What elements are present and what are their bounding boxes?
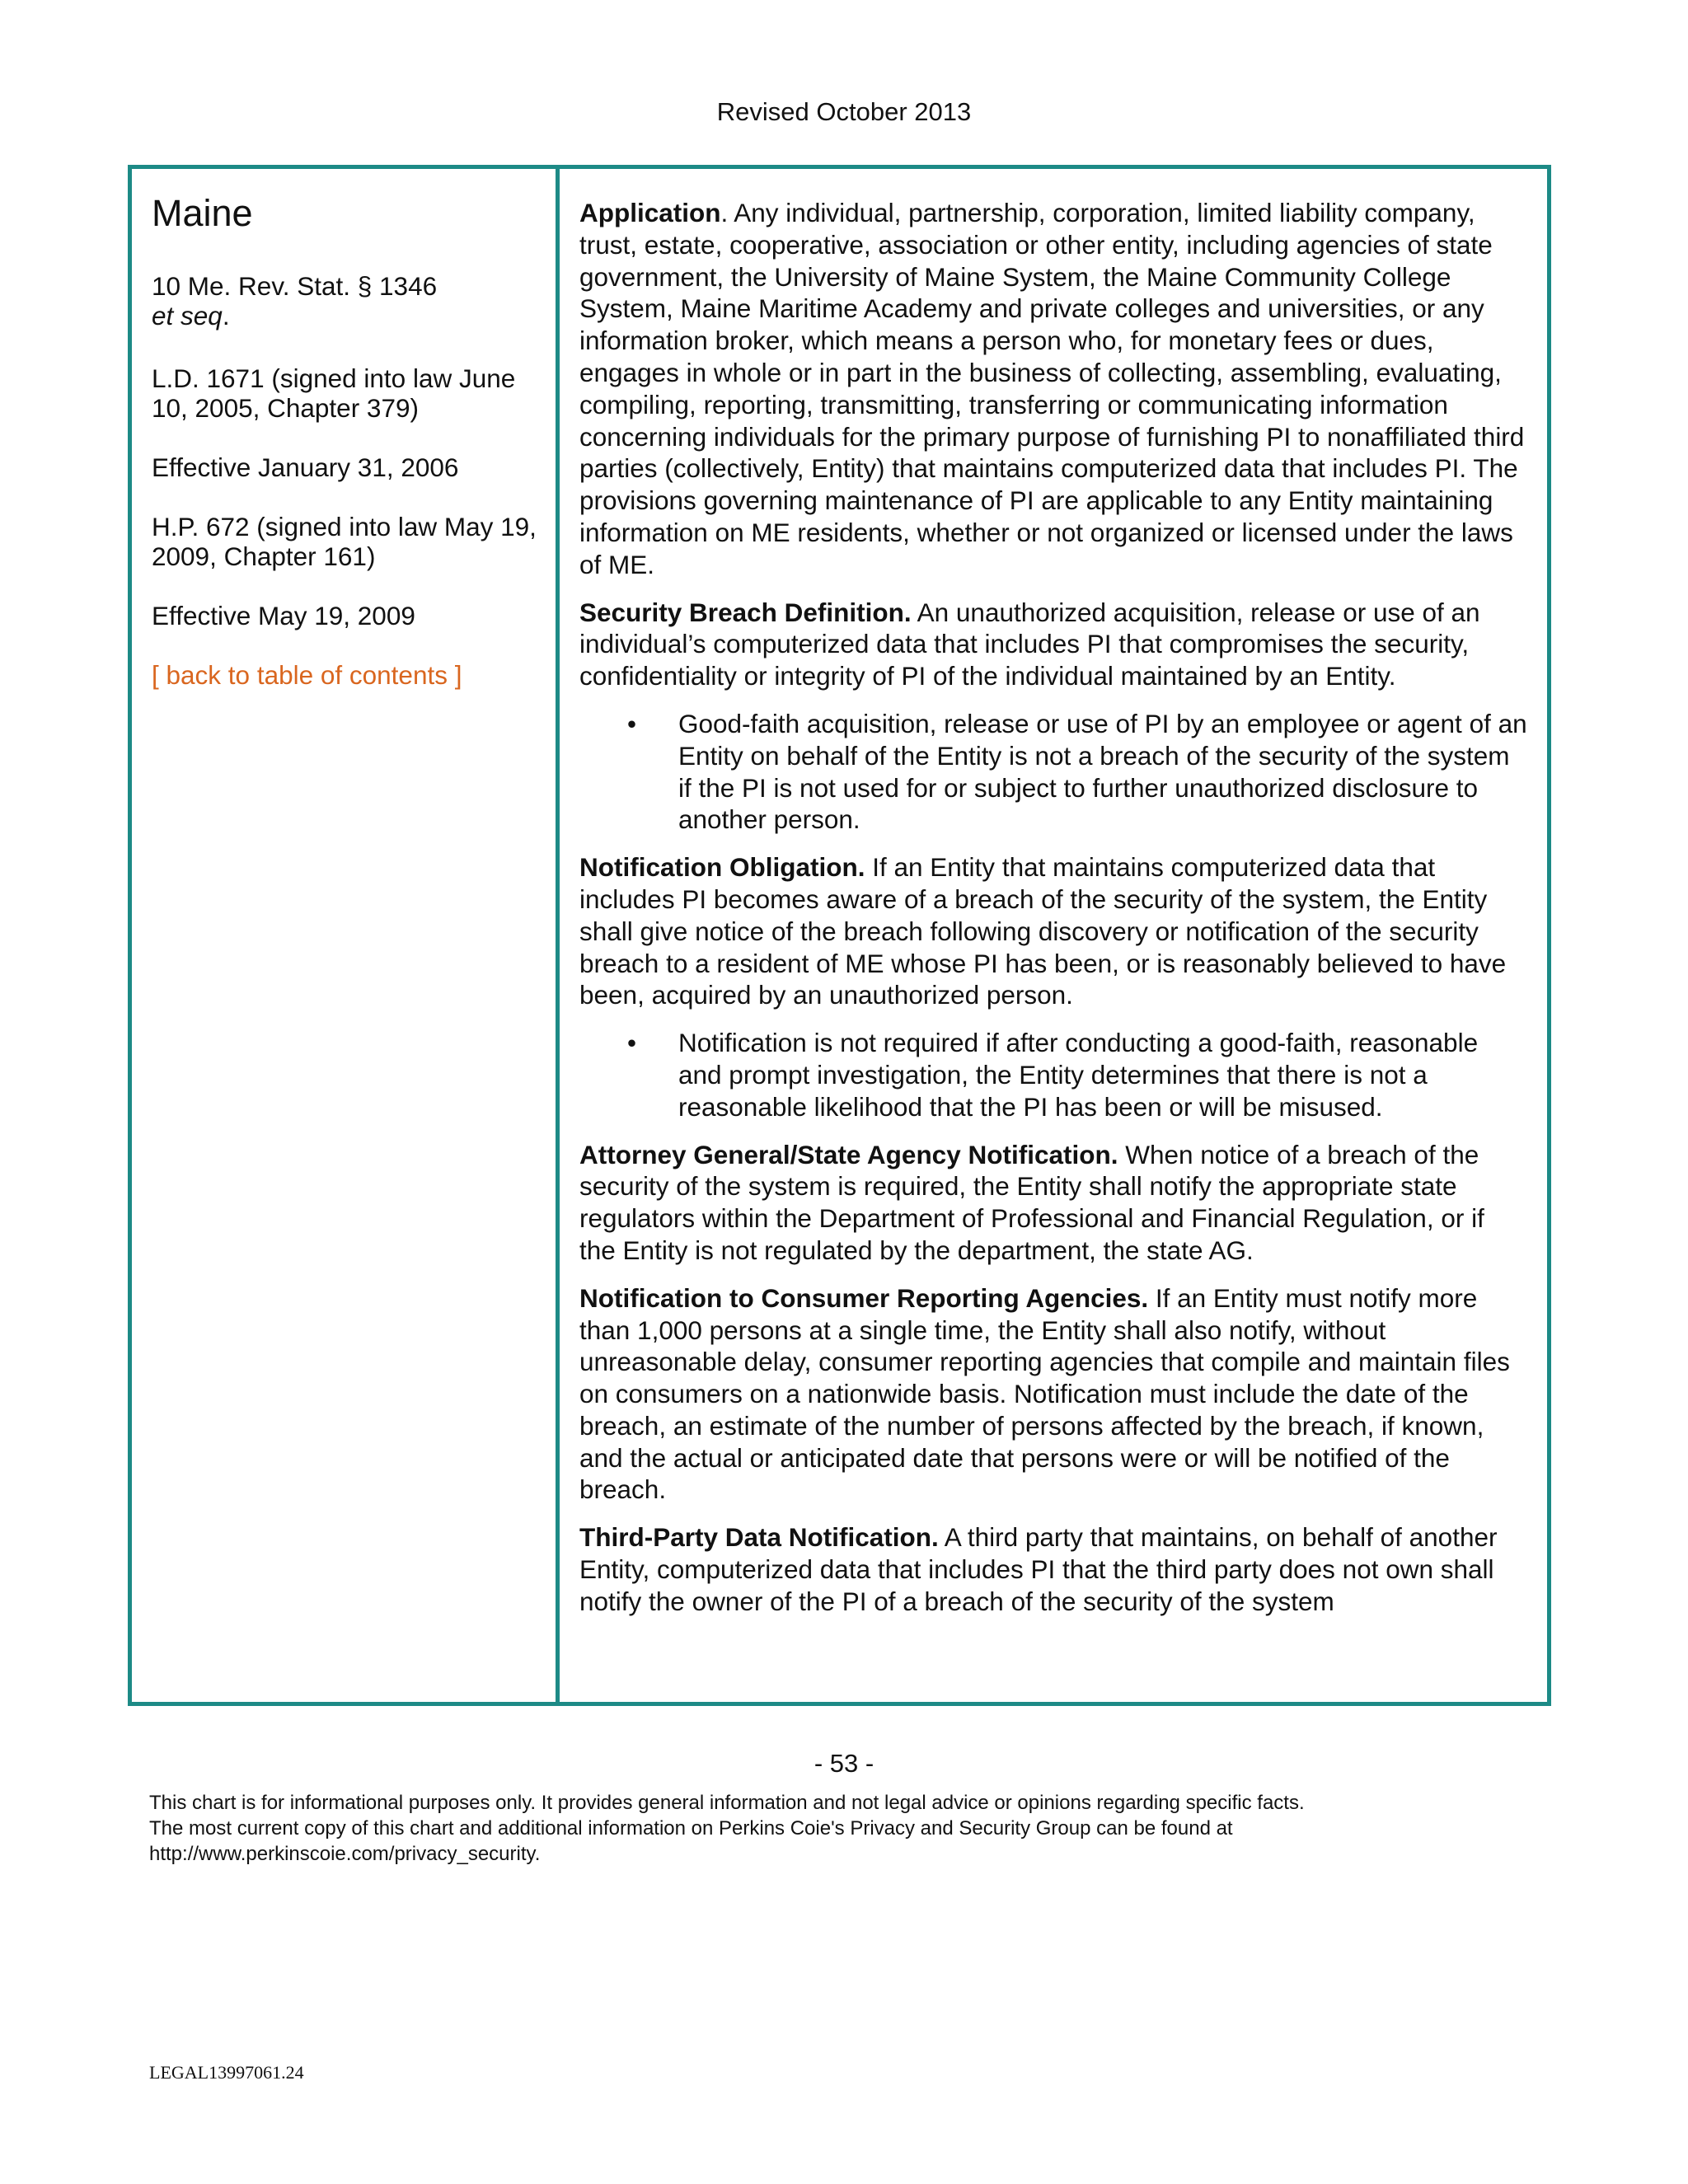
disclaimer-line: This chart is for informational purposes only. It provides general information and not legal advice or opinions regarding specific facts.: [149, 1792, 1305, 1814]
law-details-column: [560, 169, 1547, 1702]
ld-citation: L.D. 1671 (signed into law June 10, 2005, Chapter 379): [152, 363, 516, 423]
section-third-party-notification: Third-Party Data Notification. A third party that maintains, on behalf of another Entity, computerized data that includes PI that the third party does not own shall notify the owner of the PI of a breach of the security of the system: [579, 1522, 1498, 1616]
state-info-column: [132, 169, 560, 1702]
breach-bullet-list: [579, 708, 1527, 836]
notification-bullet-list: [579, 1027, 1527, 1122]
section-notification-obligation: Notification Obligation. If an Entity that maintains computerized data that includes PI becomes aware of a breach of the security of the system, the Entity shall give notice of the breach following discovery or notification of the security breach to a resident of ME whose PI has been, or is reasonably believed to have been, acquired by an unauthorized person.: [579, 852, 1507, 1010]
cra-heading: Notification to Consumer Reporting Agencies.: [579, 1282, 1149, 1313]
list-item: • Good-faith acquisition, release or use of PI by an employee or agent of an Entity on behalf of the Entity is not a breach of the security of the system if the PI is not used for or subject to further unauthorized disclosure to another person.: [678, 708, 1527, 836]
hp-citation: H.P. 672 (signed into law May 19, 2009, Chapter 161): [152, 512, 537, 571]
ag-heading: Attorney General/State Agency Notification.: [579, 1139, 1118, 1169]
page-number: - 53 -: [814, 1749, 874, 1778]
citation-et-seq: et seq: [152, 301, 223, 330]
third-party-heading: Third-Party Data Notification.: [579, 1522, 939, 1553]
section-cra-notification: Notification to Consumer Reporting Agencies. If an Entity must notify more than 1,000 persons at a single time, the Entity shall also notify, without unreasonable delay, consumer reporting agencies that compile and maintain files on consumers on a nationwide basis. Notification must include the date of the breach, an estimate of the number of persons affected by the breach, if known, and the actual or anticipated date that persons were or will be notified of the breach.: [579, 1282, 1510, 1505]
application-heading: Application: [579, 198, 721, 227]
document-id: LEGAL13997061.24: [149, 2062, 304, 2083]
state-name: Maine: [152, 192, 253, 234]
revised-date: Revised October 2013: [716, 97, 972, 126]
list-item: • Notification is not required if after conducting a good-faith, reasonable and prompt investigation, the Entity determines that there is not a reasonable likelihood that the PI has been or will be misused.: [678, 1027, 1527, 1122]
effective-date-1: Effective January 31, 2006: [152, 452, 459, 482]
notification-heading: Notification Obligation.: [579, 852, 865, 883]
section-application: Application. Any individual, partnership, corporation, limited liability company, trust, estate, cooperative, association or other entity, including agencies of state government, the University of Maine System, the Maine Community College System, Maine Maritime Academy and private colleges and universities, or any information broker, which means a person who, for monetary fees or dues, engages in whole or in part in the business of collecting, assembling, evaluating, compiling, reporting, transmitting, transferring or communicating information concerning individuals for the primary purpose of furnishing PI to nonaffiliated third parties (collectively, Entity) that maintains computerized data that includes PI. The provisions governing maintenance of PI are applicable to any Entity maintaining information on ME residents, whether or not organized or licensed under the laws of ME.: [579, 198, 1525, 579]
state-law-table: [128, 165, 1551, 1706]
disclaimer-url: http://www.perkinscoie.com/privacy_security.: [149, 1843, 541, 1865]
breach-heading: Security Breach Definition.: [579, 597, 912, 627]
section-ag-notification: Attorney General/State Agency Notification. When notice of a breach of the security of the system is required, the Entity shall notify the appropriate state regulators within the Department of Professional and Financial Regulation, or if the Entity is not regulated by the department, the state AG.: [579, 1139, 1484, 1265]
effective-date-2: Effective May 19, 2009: [152, 601, 415, 630]
section-breach-definition: Security Breach Definition. An unauthorized acquisition, release or use of an individual’s computerized data that includes PI that compromises the security, confidentiality or integrity of PI of the individual maintained by an Entity.: [579, 597, 1480, 691]
disclaimer-line: The most current copy of this chart and additional information on Perkins Coie's Privacy and Security Group can be found at: [149, 1817, 1233, 1840]
statute-citation: 10 Me. Rev. Stat. § 1346 et seq.: [152, 271, 438, 330]
back-to-toc-link[interactable]: [ back to table of contents ]: [152, 660, 462, 690]
citation-main: 10 Me. Rev. Stat. § 1346: [152, 271, 438, 301]
disclaimer: [149, 1790, 1592, 1867]
